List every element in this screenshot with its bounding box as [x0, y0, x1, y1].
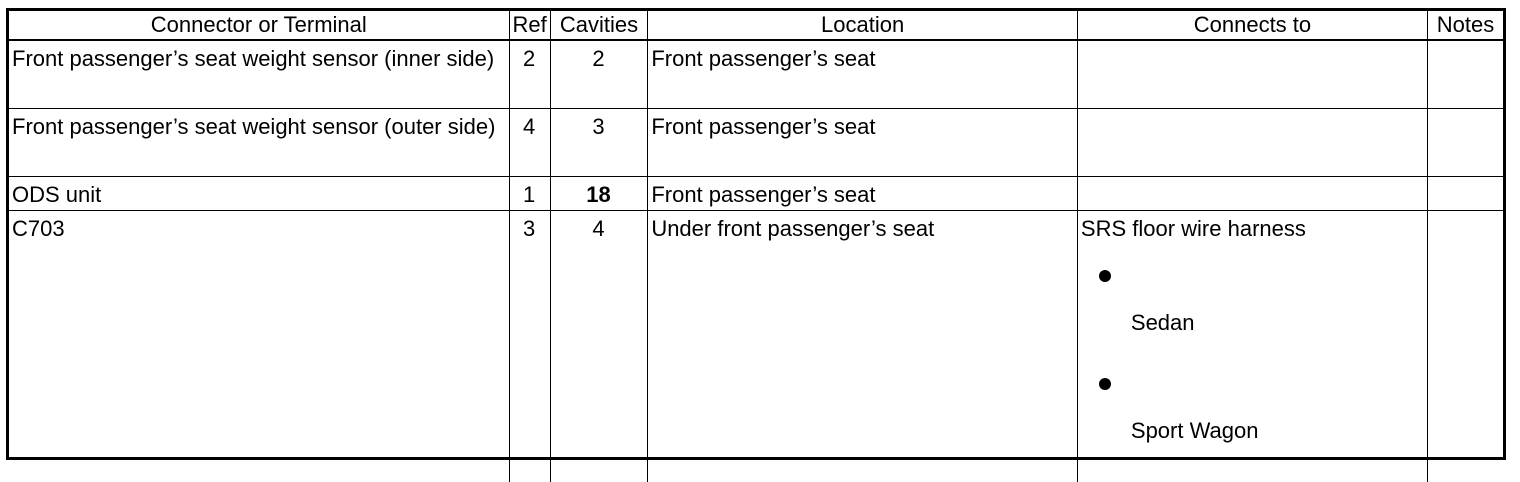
- header-location: Location: [648, 11, 1078, 40]
- header-connector: Connector or Terminal: [9, 11, 509, 40]
- cell-ref: 2: [509, 40, 550, 109]
- connector-table-frame: [6, 8, 1506, 460]
- cell-connector: ODS unit: [9, 177, 509, 211]
- cell-connects-to: [1077, 177, 1427, 211]
- cell-connector: C703: [9, 211, 509, 482]
- cell-notes: [1427, 40, 1503, 109]
- cell-connects-to: [1077, 109, 1427, 177]
- connects-to-harness: SRS floor wire harness: [1081, 214, 1423, 244]
- cell-notes: [1427, 211, 1503, 482]
- header-cavities: Cavities: [550, 11, 648, 40]
- cell-connects-to: [1077, 40, 1427, 109]
- cell-cavities: 4: [550, 211, 648, 482]
- cell-notes: [1427, 177, 1503, 211]
- cell-cavities: 3: [550, 109, 648, 177]
- list-item: [1081, 374, 1423, 482]
- cell-location: Under front passenger’s seat: [648, 211, 1078, 482]
- header-ref: Ref: [509, 11, 550, 40]
- header-connects-to: Connects to: [1077, 11, 1427, 40]
- cell-ref: 4: [509, 109, 550, 177]
- cell-location: Front passenger’s seat: [648, 109, 1078, 177]
- bullet-icon: [1099, 378, 1111, 390]
- cell-location: Front passenger’s seat: [648, 40, 1078, 109]
- table-row: [9, 109, 1503, 177]
- cell-connector: Front passenger’s seat weight sensor (inner side): [9, 40, 509, 109]
- bullet-icon: [1099, 270, 1111, 282]
- cell-connector: Front passenger’s seat weight sensor (outer side): [9, 109, 509, 177]
- list-item: [1081, 266, 1423, 374]
- vehicle-variant-list: [1081, 266, 1423, 482]
- cell-ref: 1: [509, 177, 550, 211]
- cell-location: Front passenger’s seat: [648, 177, 1078, 211]
- table-row: [9, 177, 1503, 211]
- cell-notes: [1427, 109, 1503, 177]
- cell-cavities: 18: [550, 177, 648, 211]
- header-notes: Notes: [1427, 11, 1503, 40]
- variant-label: Sedan: [1131, 266, 1423, 374]
- cell-cavities: 2: [550, 40, 648, 109]
- header-row: [9, 11, 1503, 40]
- connector-table: [9, 11, 1503, 482]
- table-row: [9, 40, 1503, 109]
- table-row: [9, 211, 1503, 482]
- variant-label: Sport Wagon: [1131, 374, 1423, 482]
- cell-ref: 3: [509, 211, 550, 482]
- cell-connects-to: [1077, 211, 1427, 482]
